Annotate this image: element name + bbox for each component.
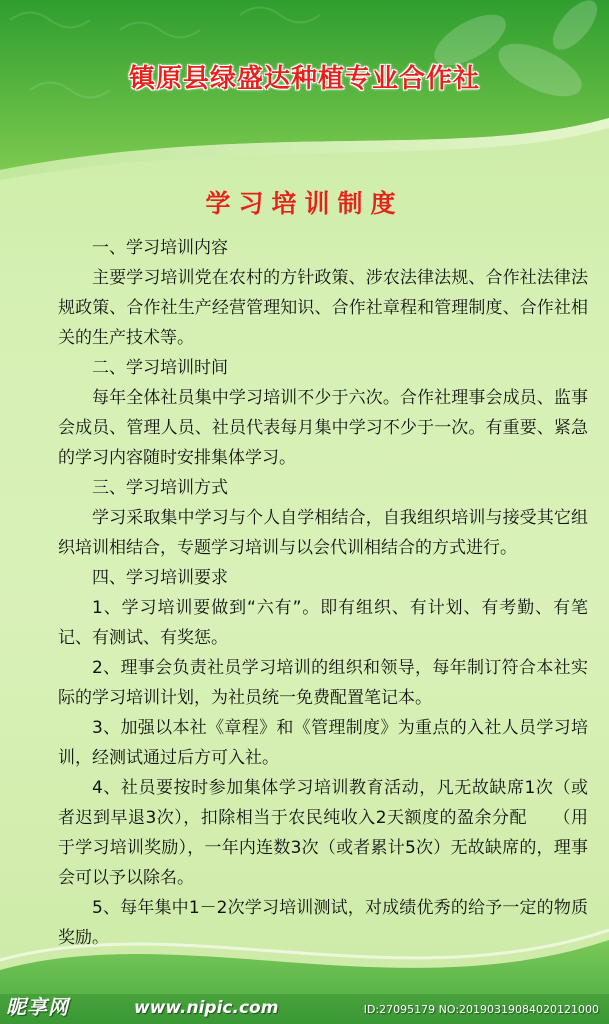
section-paragraph: 主要学习培训党在农村的方针政策、涉农法律法规、合作社法律法规政策、合作社生产经营管理知识、合作社章程和管理制度、合作社相关的生产技术等。 [58, 268, 588, 348]
requirement-item: 3、加强以本社《章程》和《管理制度》为重点的入社人员学习培训，经测试通过后方可入社。 [58, 718, 588, 768]
requirement-item: 5、每年集中1－2次学习培训测试，对成绩优秀的给予一定的物质奖励。 [58, 898, 588, 948]
watermark-site: www.nipic.com [134, 998, 279, 1018]
document-title: 学习培训制度 [205, 189, 404, 218]
requirement-item: 1、学习培训要做到“六有”。即有组织、有计划、有考勤、有笔记、有测试、有奖惩。 [58, 598, 588, 648]
section-heading: 一、学习培训内容 [92, 238, 228, 258]
section-heading: 二、学习培训时间 [92, 358, 228, 378]
section-heading: 三、学习培训方式 [92, 478, 228, 498]
requirement-item: 4、社员要按时参加集体学习培训教育活动，凡无故缺席1次（或者迟到早退3次），扣除相当于农民纯收入2天额度的盈余分配 （用于学习培训奖励），一年内连数3次（或者累计5次）无故缺席的，理事会可以予以除名。 [58, 778, 588, 888]
section-paragraph: 每年全体社员集中学习培训不少于六次。合作社理事会成员、监事会成员、管理人员、社员代表每月集中学习不少于一次。有重要、紧急的学习内容随时安排集体学习。 [58, 388, 588, 468]
section-heading: 四、学习培训要求 [92, 568, 228, 588]
requirement-item: 2、理事会负责社员学习培训的组织和领导，每年制订符合本社实际的学习培训计划，为社员统一免费配置笔记本。 [58, 658, 588, 708]
watermark-id: ID:27095179 NO:20190319084020121000 [363, 1003, 599, 1016]
document-body [58, 233, 588, 953]
watermark-logo: 昵享网 [6, 995, 69, 1019]
section-paragraph: 学习采取集中学习与个人自学相结合，自我组织培训与接受其它组织培训相结合，专题学习培训与以会代训相结合的方式进行。 [58, 508, 588, 558]
organization-name: 镇原县绿盛达种植专业合作社 [128, 64, 480, 94]
